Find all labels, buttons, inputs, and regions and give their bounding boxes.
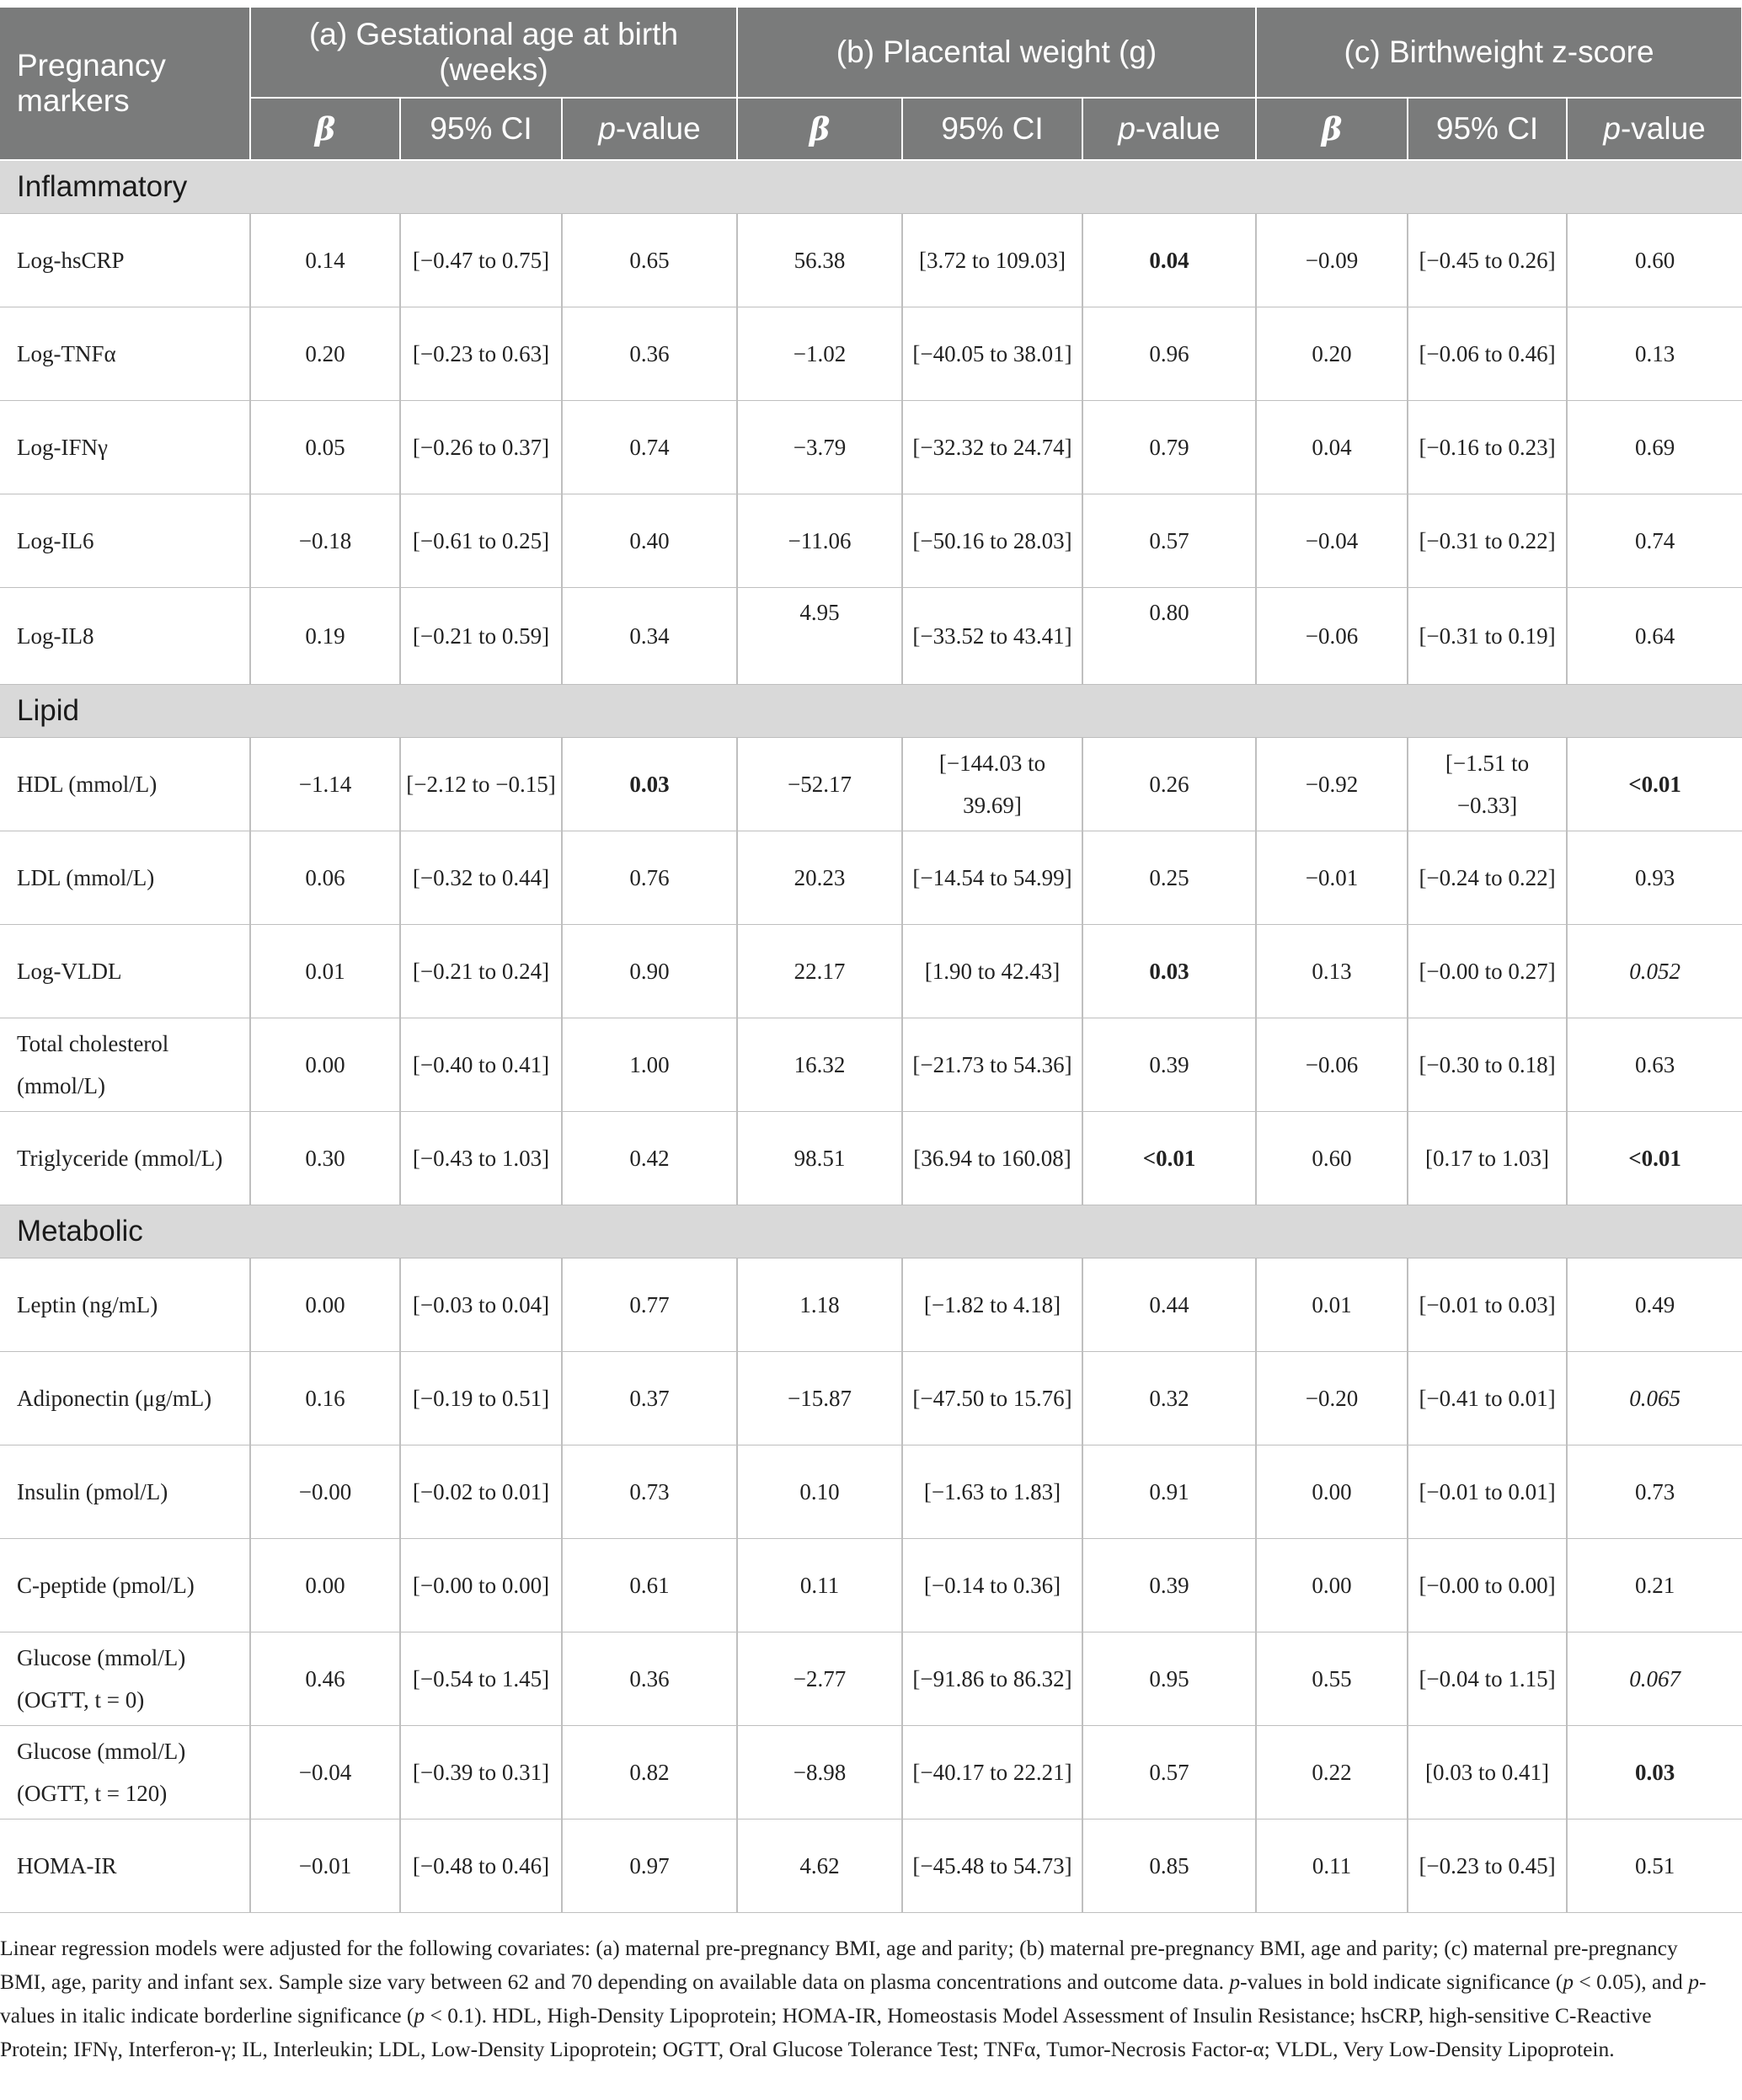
cell-b-ci: [−40.17 to 22.21]	[902, 1726, 1082, 1819]
cell-a-p: 0.90	[562, 925, 737, 1018]
cell-b-p: 0.80	[1082, 588, 1256, 685]
cell-b-beta: 4.95	[737, 588, 902, 685]
cell-c-beta: 0.60	[1256, 1112, 1408, 1205]
cell-b-beta: 0.10	[737, 1445, 902, 1539]
cell-c-p: 0.03	[1567, 1726, 1742, 1819]
footnote-p4: p	[414, 2003, 425, 2028]
cell-a-p: 0.40	[562, 494, 737, 588]
table-footnote	[0, 1932, 1718, 2066]
cell-a-p: 0.97	[562, 1819, 737, 1913]
footnote-part2: -values in bold indicate significance (	[1240, 1969, 1563, 1994]
cell-a-beta: 0.14	[250, 214, 400, 307]
cell-b-ci: [−33.52 to 43.41]	[902, 588, 1082, 685]
table-row	[0, 214, 1742, 307]
section-row	[0, 160, 1742, 214]
cell-a-beta: 0.00	[250, 1258, 400, 1352]
cell-b-p: 0.39	[1082, 1018, 1256, 1112]
cell-c-beta: 0.20	[1256, 307, 1408, 401]
p-italic: p	[1118, 111, 1136, 146]
cell-b-ci: [−45.48 to 54.73]	[902, 1819, 1082, 1913]
p-italic: p	[598, 111, 616, 146]
cell-c-beta: −0.09	[1256, 214, 1408, 307]
marker-label: Adiponectin (μg/mL)	[0, 1352, 250, 1445]
table-row	[0, 401, 1742, 494]
cell-a-p: 1.00	[562, 1018, 737, 1112]
cell-b-ci: [−32.32 to 24.74]	[902, 401, 1082, 494]
footnote-part1: Linear regression models were adjusted for the following covariates: (a) maternal pre-pregnancy BMI, age and parity; (b) maternal pre-pregnancy BMI, age and parity; (c) maternal pre-pregnancy BMI, age, parity and infant sex. Sample size vary between 62 and 70 depending on available data on plasma concentrations and outcome data.	[0, 1936, 1678, 1994]
marker-label: LDL (mmol/L)	[0, 831, 250, 925]
cell-a-beta: −0.01	[250, 1819, 400, 1913]
cell-a-p: 0.76	[562, 831, 737, 925]
marker-label: Leptin (ng/mL)	[0, 1258, 250, 1352]
cell-c-p: 0.93	[1567, 831, 1742, 925]
header-ci-c: 95% CI	[1408, 98, 1567, 160]
cell-b-p: 0.57	[1082, 1726, 1256, 1819]
cell-a-ci: [−0.47 to 0.75]	[400, 214, 562, 307]
cell-a-beta: −0.04	[250, 1726, 400, 1819]
cell-a-ci: [−0.32 to 0.44]	[400, 831, 562, 925]
cell-c-beta: 0.04	[1256, 401, 1408, 494]
cell-b-p: 0.57	[1082, 494, 1256, 588]
cell-c-ci: [−0.31 to 0.22]	[1408, 494, 1567, 588]
header-p-c	[1567, 98, 1742, 160]
cell-a-beta: 0.01	[250, 925, 400, 1018]
cell-c-ci: [−0.01 to 0.01]	[1408, 1445, 1567, 1539]
cell-a-ci: [−0.26 to 0.37]	[400, 401, 562, 494]
cell-b-p: 0.44	[1082, 1258, 1256, 1352]
cell-b-p: 0.04	[1082, 214, 1256, 307]
cell-c-p: 0.49	[1567, 1258, 1742, 1352]
cell-b-ci: [36.94 to 160.08]	[902, 1112, 1082, 1205]
cell-b-beta: 4.62	[737, 1819, 902, 1913]
marker-label: HOMA-IR	[0, 1819, 250, 1913]
table-row	[0, 1726, 1742, 1819]
header-group-a: (a) Gestational age at birth (weeks)	[250, 7, 737, 98]
cell-b-beta: −11.06	[737, 494, 902, 588]
cell-b-beta: 16.32	[737, 1018, 902, 1112]
footnote-p3: p	[1688, 1969, 1699, 1994]
cell-c-beta: 0.01	[1256, 1258, 1408, 1352]
table-row	[0, 307, 1742, 401]
table-row	[0, 1112, 1742, 1205]
footnote-part3: < 0.05), and	[1573, 1969, 1689, 1994]
cell-b-ci: [−1.63 to 1.83]	[902, 1445, 1082, 1539]
cell-c-beta: −0.06	[1256, 1018, 1408, 1112]
section-row	[0, 1205, 1742, 1258]
cell-a-p: 0.36	[562, 1632, 737, 1726]
cell-c-ci: [−1.51 to −0.33]	[1408, 738, 1567, 831]
cell-c-p: 0.21	[1567, 1539, 1742, 1632]
marker-label: HDL (mmol/L)	[0, 738, 250, 831]
cell-b-ci: [−21.73 to 54.36]	[902, 1018, 1082, 1112]
cell-a-ci: [−0.00 to 0.00]	[400, 1539, 562, 1632]
cell-c-p: 0.74	[1567, 494, 1742, 588]
cell-a-ci: [−0.39 to 0.31]	[400, 1726, 562, 1819]
cell-a-ci: [−0.48 to 0.46]	[400, 1819, 562, 1913]
cell-c-beta: −0.04	[1256, 494, 1408, 588]
cell-b-p: 0.79	[1082, 401, 1256, 494]
cell-b-p: 0.85	[1082, 1819, 1256, 1913]
marker-label: Insulin (pmol/L)	[0, 1445, 250, 1539]
table-row	[0, 1258, 1742, 1352]
cell-a-ci: [−0.54 to 1.45]	[400, 1632, 562, 1726]
beta-symbol: β	[1321, 110, 1343, 147]
header-ci-a: 95% CI	[400, 98, 562, 160]
cell-a-beta: 0.05	[250, 401, 400, 494]
header-p-a	[562, 98, 737, 160]
cell-c-ci: [0.03 to 0.41]	[1408, 1726, 1567, 1819]
marker-label: Log-TNFα	[0, 307, 250, 401]
cell-a-p: 0.34	[562, 588, 737, 685]
table-body	[0, 160, 1742, 1913]
table-row	[0, 1445, 1742, 1539]
cell-b-beta: −1.02	[737, 307, 902, 401]
cell-b-beta: −2.77	[737, 1632, 902, 1726]
cell-c-ci: [−0.24 to 0.22]	[1408, 831, 1567, 925]
table-row	[0, 831, 1742, 925]
cell-b-p: 0.39	[1082, 1539, 1256, 1632]
table-row	[0, 925, 1742, 1018]
cell-c-beta: 0.55	[1256, 1632, 1408, 1726]
cell-b-p: 0.96	[1082, 307, 1256, 401]
table-row	[0, 1539, 1742, 1632]
marker-label: Log-IL8	[0, 588, 250, 685]
cell-a-ci: [−0.02 to 0.01]	[400, 1445, 562, 1539]
header-beta-b	[737, 98, 902, 160]
header-p-b	[1082, 98, 1256, 160]
table-row	[0, 1819, 1742, 1913]
cell-b-ci: [−0.14 to 0.36]	[902, 1539, 1082, 1632]
cell-c-p: <0.01	[1567, 738, 1742, 831]
cell-c-beta: −0.20	[1256, 1352, 1408, 1445]
cell-b-beta: −52.17	[737, 738, 902, 831]
cell-a-beta: 0.16	[250, 1352, 400, 1445]
cell-a-p: 0.77	[562, 1258, 737, 1352]
cell-b-ci: [−91.86 to 86.32]	[902, 1632, 1082, 1726]
cell-b-p: 0.32	[1082, 1352, 1256, 1445]
cell-c-beta: 0.00	[1256, 1445, 1408, 1539]
cell-b-p: 0.91	[1082, 1445, 1256, 1539]
cell-a-beta: 0.46	[250, 1632, 400, 1726]
cell-a-p: 0.36	[562, 307, 737, 401]
cell-a-p: 0.82	[562, 1726, 737, 1819]
cell-b-ci: [−50.16 to 28.03]	[902, 494, 1082, 588]
cell-a-beta: −0.18	[250, 494, 400, 588]
cell-c-p: 0.51	[1567, 1819, 1742, 1913]
marker-label: Log-hsCRP	[0, 214, 250, 307]
cell-a-beta: −0.00	[250, 1445, 400, 1539]
cell-c-p: 0.052	[1567, 925, 1742, 1018]
p-rest: -value	[1620, 111, 1706, 146]
cell-c-ci: [−0.00 to 0.00]	[1408, 1539, 1567, 1632]
cell-c-beta: 0.13	[1256, 925, 1408, 1018]
header-ci-b: 95% CI	[902, 98, 1082, 160]
marker-label: Triglyceride (mmol/L)	[0, 1112, 250, 1205]
cell-a-beta: 0.30	[250, 1112, 400, 1205]
cell-a-ci: [−0.21 to 0.59]	[400, 588, 562, 685]
marker-label: Glucose (mmol/L) (OGTT, t = 0)	[0, 1632, 250, 1726]
cell-a-p: 0.37	[562, 1352, 737, 1445]
table-header	[0, 7, 1742, 160]
cell-c-p: 0.067	[1567, 1632, 1742, 1726]
footnote-part4: -values in italic indicate borderline significance (	[0, 1969, 1707, 2028]
beta-symbol: β	[809, 110, 831, 147]
cell-a-p: 0.42	[562, 1112, 737, 1205]
cell-c-ci: [−0.06 to 0.46]	[1408, 307, 1567, 401]
cell-b-beta: −8.98	[737, 1726, 902, 1819]
cell-c-ci: [−0.41 to 0.01]	[1408, 1352, 1567, 1445]
cell-c-beta: 0.11	[1256, 1819, 1408, 1913]
cell-a-beta: 0.06	[250, 831, 400, 925]
p-italic: p	[1603, 111, 1621, 146]
cell-c-ci: [−0.01 to 0.03]	[1408, 1258, 1567, 1352]
cell-c-beta: 0.22	[1256, 1726, 1408, 1819]
section-title: Metabolic	[0, 1205, 1742, 1258]
cell-b-p: 0.26	[1082, 738, 1256, 831]
cell-b-beta: 0.11	[737, 1539, 902, 1632]
cell-b-p: 0.25	[1082, 831, 1256, 925]
cell-c-ci: [−0.31 to 0.19]	[1408, 588, 1567, 685]
cell-a-ci: [−0.03 to 0.04]	[400, 1258, 562, 1352]
cell-c-p: 0.64	[1567, 588, 1742, 685]
cell-b-beta: −15.87	[737, 1352, 902, 1445]
table-row	[0, 1632, 1742, 1726]
cell-b-ci: [−14.54 to 54.99]	[902, 831, 1082, 925]
cell-b-ci: [1.90 to 42.43]	[902, 925, 1082, 1018]
cell-a-p: 0.74	[562, 401, 737, 494]
table-row	[0, 494, 1742, 588]
marker-label: C-peptide (pmol/L)	[0, 1539, 250, 1632]
cell-b-beta: 1.18	[737, 1258, 902, 1352]
cell-c-p: 0.13	[1567, 307, 1742, 401]
cell-c-beta: −0.06	[1256, 588, 1408, 685]
header-beta-c	[1256, 98, 1408, 160]
section-row	[0, 685, 1742, 738]
cell-c-p: 0.73	[1567, 1445, 1742, 1539]
marker-label: Log-IFNγ	[0, 401, 250, 494]
table-row	[0, 1352, 1742, 1445]
header-beta-a	[250, 98, 400, 160]
table-row	[0, 1018, 1742, 1112]
section-title: Lipid	[0, 685, 1742, 738]
cell-c-ci: [−0.23 to 0.45]	[1408, 1819, 1567, 1913]
footnote-p1: p	[1229, 1969, 1241, 1994]
cell-a-ci: [−0.19 to 0.51]	[400, 1352, 562, 1445]
header-group-b: (b) Placental weight (g)	[737, 7, 1256, 98]
table-row	[0, 588, 1742, 685]
cell-a-ci: [−0.43 to 1.03]	[400, 1112, 562, 1205]
header-group-c: (c) Birthweight z-score	[1256, 7, 1742, 98]
cell-c-ci: [−0.16 to 0.23]	[1408, 401, 1567, 494]
marker-label: Log-IL6	[0, 494, 250, 588]
cell-b-beta: 56.38	[737, 214, 902, 307]
cell-b-ci: [−47.50 to 15.76]	[902, 1352, 1082, 1445]
cell-b-beta: 22.17	[737, 925, 902, 1018]
cell-a-ci: [−0.23 to 0.63]	[400, 307, 562, 401]
table-row	[0, 738, 1742, 831]
cell-a-beta: −1.14	[250, 738, 400, 831]
cell-b-p: 0.03	[1082, 925, 1256, 1018]
results-table	[0, 6, 1742, 1913]
cell-c-beta: −0.01	[1256, 831, 1408, 925]
beta-symbol: β	[314, 110, 336, 147]
cell-c-ci: [−0.00 to 0.27]	[1408, 925, 1567, 1018]
cell-c-ci: [−0.30 to 0.18]	[1408, 1018, 1567, 1112]
cell-b-p: 0.95	[1082, 1632, 1256, 1726]
cell-b-beta: −3.79	[737, 401, 902, 494]
cell-b-ci: [−1.82 to 4.18]	[902, 1258, 1082, 1352]
footnote-part5: < 0.1). HDL, High-Density Lipoprotein; HOMA-IR, Homeostasis Model Assessment of Insulin Resistance; hsCRP, high-sensitive C-Reactive Protein; IFNγ, Interferon-γ; IL, Interleukin; LDL, Low-Density Lipoprotein; OGTT, Oral Glucose Tolerance Test; TNFα, Tumor-Necrosis Factor-α; VLDL, Very Low-Density Lipoprotein.	[0, 2003, 1652, 2061]
marker-label: Total cholesterol (mmol/L)	[0, 1018, 250, 1112]
cell-a-p: 0.61	[562, 1539, 737, 1632]
cell-c-beta: −0.92	[1256, 738, 1408, 831]
cell-a-p: 0.03	[562, 738, 737, 831]
cell-c-ci: [−0.45 to 0.26]	[1408, 214, 1567, 307]
cell-b-ci: [−144.03 to 39.69]	[902, 738, 1082, 831]
p-rest: -value	[615, 111, 701, 146]
cell-c-ci: [−0.04 to 1.15]	[1408, 1632, 1567, 1726]
cell-b-beta: 98.51	[737, 1112, 902, 1205]
footnote-p2: p	[1563, 1969, 1574, 1994]
cell-c-p: 0.63	[1567, 1018, 1742, 1112]
section-title: Inflammatory	[0, 160, 1742, 214]
cell-c-p: 0.60	[1567, 214, 1742, 307]
p-rest: -value	[1135, 111, 1221, 146]
cell-c-beta: 0.00	[1256, 1539, 1408, 1632]
cell-a-p: 0.73	[562, 1445, 737, 1539]
cell-c-p: <0.01	[1567, 1112, 1742, 1205]
cell-a-beta: 0.00	[250, 1018, 400, 1112]
cell-b-beta: 20.23	[737, 831, 902, 925]
cell-c-ci: [0.17 to 1.03]	[1408, 1112, 1567, 1205]
cell-c-p: 0.065	[1567, 1352, 1742, 1445]
header-row-label: Pregnancy markers	[0, 7, 250, 160]
cell-a-beta: 0.19	[250, 588, 400, 685]
cell-b-ci: [3.72 to 109.03]	[902, 214, 1082, 307]
marker-label: Log-VLDL	[0, 925, 250, 1018]
marker-label: Glucose (mmol/L) (OGTT, t = 120)	[0, 1726, 250, 1819]
cell-c-p: 0.69	[1567, 401, 1742, 494]
cell-b-ci: [−40.05 to 38.01]	[902, 307, 1082, 401]
cell-a-ci: [−0.61 to 0.25]	[400, 494, 562, 588]
cell-b-p: <0.01	[1082, 1112, 1256, 1205]
cell-a-ci: [−2.12 to −0.15]	[400, 738, 562, 831]
cell-a-beta: 0.00	[250, 1539, 400, 1632]
cell-a-ci: [−0.40 to 0.41]	[400, 1018, 562, 1112]
cell-a-ci: [−0.21 to 0.24]	[400, 925, 562, 1018]
cell-a-beta: 0.20	[250, 307, 400, 401]
cell-a-p: 0.65	[562, 214, 737, 307]
